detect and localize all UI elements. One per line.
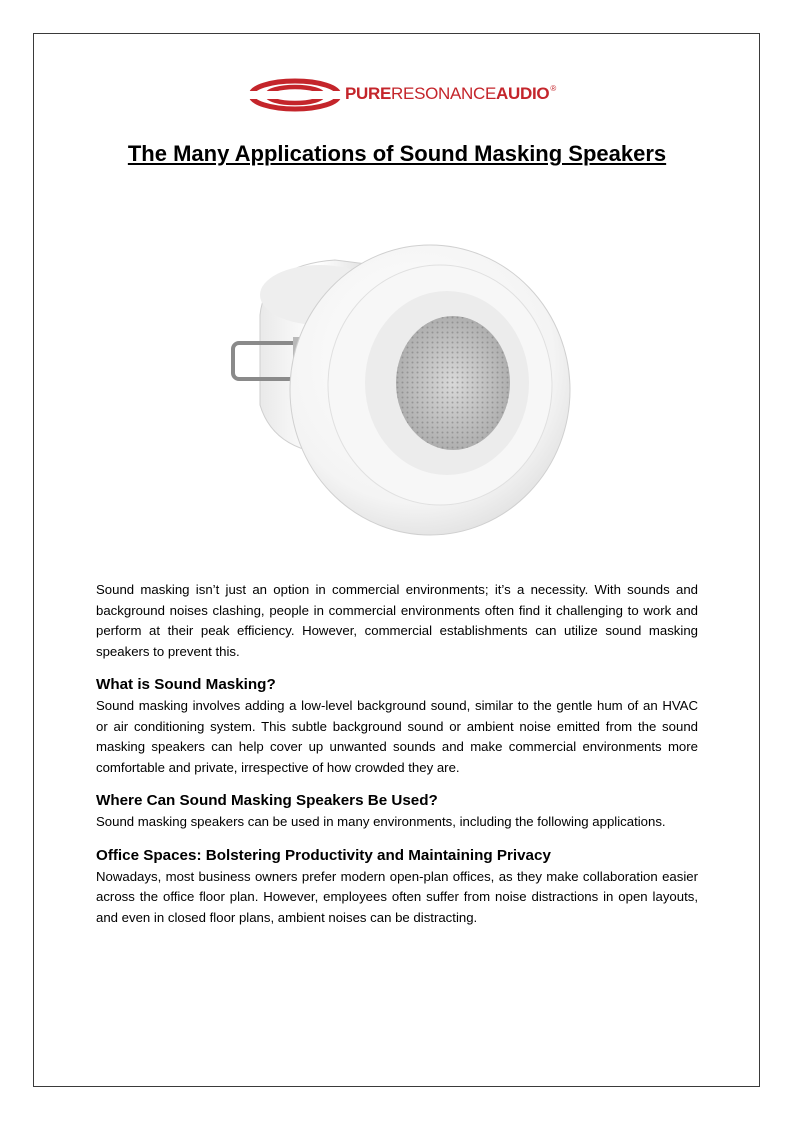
brand-pure: PURE	[345, 84, 392, 103]
brand-audio: AUDIO	[496, 84, 550, 103]
what-paragraph: Sound masking involves adding a low-level background sound, similar to the gentle hum of an HVAC or air conditioning system. This subtle background sound or ambient noise emitted from the sound masking speakers can help cover up unwanted sounds and make commercial environments more comfortable and private, irrespective of how crowded they are.	[96, 698, 698, 775]
page-title: The Many Applications of Sound Masking Speakers	[127, 141, 667, 166]
intro-paragraph: Sound masking isn’t just an option in commercial environments; it’s a necessity. With sounds and background noises clashing, people in commercial environments often find it challenging to work and perform at their peak efficiency. However, commercial establishments can utilize sound masking speakers to prevent this.	[96, 582, 698, 659]
where-heading: Where Can Sound Masking Speakers Be Used?	[96, 792, 438, 809]
sound-waves-icon	[247, 78, 343, 112]
brand-logo	[247, 78, 557, 112]
brand-name	[345, 84, 556, 104]
office-heading: Office Spaces: Bolstering Productivity and Maintaining Privacy	[96, 846, 551, 864]
what-heading: What is Sound Masking?	[96, 676, 276, 693]
office-paragraph: Nowadays, most business owners prefer modern open-plan offices, as they make collaboration easier across the office floor plan. However, employees often suffer from noise distractions in open layouts, and even in closed floor plans, ambient noises can be distracting.	[96, 868, 698, 925]
article-body	[96, 580, 698, 928]
brand-resonance: RESONANCE	[391, 84, 497, 103]
page-border	[33, 33, 760, 1087]
ceiling-speaker-icon	[225, 205, 575, 545]
registered-mark: ®	[550, 84, 556, 93]
speaker-photo	[225, 205, 575, 545]
where-paragraph: Sound masking speakers can be used in many environments, including the following applications.	[96, 814, 666, 829]
